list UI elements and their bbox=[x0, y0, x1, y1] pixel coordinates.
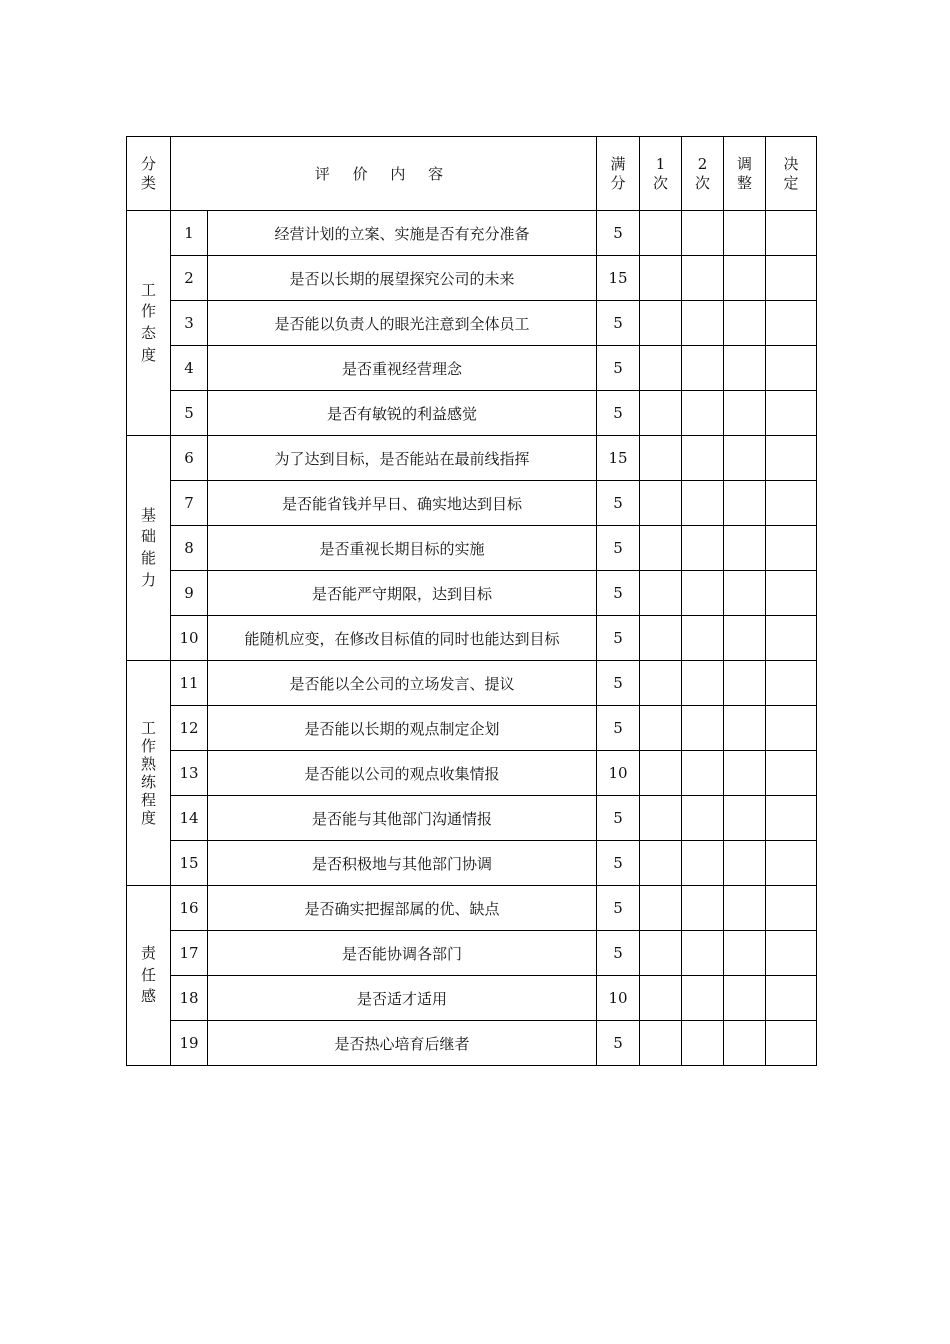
category-label: 工作态度 bbox=[140, 280, 156, 364]
item-content: 是否确实把握部属的优、缺点 bbox=[208, 886, 597, 931]
table-row bbox=[127, 751, 817, 796]
decision-score[interactable] bbox=[766, 751, 817, 796]
decision-score[interactable] bbox=[766, 616, 817, 661]
category-cell bbox=[127, 211, 171, 436]
item-number: 9 bbox=[171, 571, 208, 616]
adjust-score[interactable] bbox=[724, 931, 766, 976]
item-full-score: 5 bbox=[597, 571, 640, 616]
table-row bbox=[127, 526, 817, 571]
category-cell bbox=[127, 661, 171, 886]
item-full-score: 5 bbox=[597, 886, 640, 931]
second-round-score[interactable] bbox=[682, 886, 724, 931]
table-row bbox=[127, 346, 817, 391]
item-full-score: 15 bbox=[597, 436, 640, 481]
decision-score[interactable] bbox=[766, 976, 817, 1021]
second-round-score[interactable] bbox=[682, 346, 724, 391]
item-number: 4 bbox=[171, 346, 208, 391]
decision-score[interactable] bbox=[766, 211, 817, 256]
item-content: 是否能以长期的观点制定企划 bbox=[208, 706, 597, 751]
item-full-score: 5 bbox=[597, 616, 640, 661]
decision-score[interactable] bbox=[766, 256, 817, 301]
table-row bbox=[127, 976, 817, 1021]
category-cell bbox=[127, 886, 171, 1066]
decision-score[interactable] bbox=[766, 886, 817, 931]
item-number: 5 bbox=[171, 391, 208, 436]
header-decision: 决定 bbox=[766, 137, 817, 211]
decision-score[interactable] bbox=[766, 1021, 817, 1066]
header-content: 评 价 内 容 bbox=[171, 137, 597, 211]
category-label: 责任感 bbox=[140, 943, 156, 1006]
table-row bbox=[127, 481, 817, 526]
item-full-score: 5 bbox=[597, 526, 640, 571]
table-row bbox=[127, 616, 817, 661]
item-content: 是否热心培育后继者 bbox=[208, 1021, 597, 1066]
decision-score[interactable] bbox=[766, 571, 817, 616]
evaluation-table bbox=[126, 136, 817, 1066]
header-second-round: 2次 bbox=[682, 137, 724, 211]
item-full-score: 5 bbox=[597, 661, 640, 706]
first-round-score[interactable] bbox=[640, 661, 682, 706]
decision-score[interactable] bbox=[766, 661, 817, 706]
decision-score[interactable] bbox=[766, 841, 817, 886]
adjust-score[interactable] bbox=[724, 1021, 766, 1066]
item-full-score: 10 bbox=[597, 751, 640, 796]
first-round-score[interactable] bbox=[640, 841, 682, 886]
header-row bbox=[127, 137, 817, 211]
item-number: 17 bbox=[171, 931, 208, 976]
item-full-score: 5 bbox=[597, 301, 640, 346]
table-row bbox=[127, 256, 817, 301]
adjust-score[interactable] bbox=[724, 706, 766, 751]
second-round-score[interactable] bbox=[682, 481, 724, 526]
first-round-score[interactable] bbox=[640, 436, 682, 481]
decision-score[interactable] bbox=[766, 301, 817, 346]
first-round-score[interactable] bbox=[640, 301, 682, 346]
decision-score[interactable] bbox=[766, 346, 817, 391]
table-row bbox=[127, 841, 817, 886]
item-content: 是否能协调各部门 bbox=[208, 931, 597, 976]
adjust-score[interactable] bbox=[724, 841, 766, 886]
header-first-round: 1次 bbox=[640, 137, 682, 211]
item-full-score: 5 bbox=[597, 796, 640, 841]
item-number: 14 bbox=[171, 796, 208, 841]
decision-score[interactable] bbox=[766, 391, 817, 436]
item-full-score: 5 bbox=[597, 931, 640, 976]
item-content: 为了达到目标，是否能站在最前线指挥 bbox=[208, 436, 597, 481]
category-label: 工作熟练程度 bbox=[140, 719, 156, 827]
table-row bbox=[127, 661, 817, 706]
item-content: 是否有敏锐的利益感觉 bbox=[208, 391, 597, 436]
item-full-score: 5 bbox=[597, 211, 640, 256]
item-number: 10 bbox=[171, 616, 208, 661]
first-round-score[interactable] bbox=[640, 526, 682, 571]
item-content: 是否能以公司的观点收集情报 bbox=[208, 751, 597, 796]
second-round-score[interactable] bbox=[682, 301, 724, 346]
item-number: 8 bbox=[171, 526, 208, 571]
decision-score[interactable] bbox=[766, 931, 817, 976]
adjust-score[interactable] bbox=[724, 301, 766, 346]
category-cell bbox=[127, 436, 171, 661]
adjust-score[interactable] bbox=[724, 796, 766, 841]
first-round-score[interactable] bbox=[640, 571, 682, 616]
adjust-score[interactable] bbox=[724, 256, 766, 301]
decision-score[interactable] bbox=[766, 796, 817, 841]
table-row bbox=[127, 1021, 817, 1066]
item-content: 是否重视经营理念 bbox=[208, 346, 597, 391]
first-round-score[interactable] bbox=[640, 886, 682, 931]
item-full-score: 10 bbox=[597, 976, 640, 1021]
first-round-score[interactable] bbox=[640, 1021, 682, 1066]
second-round-score[interactable] bbox=[682, 931, 724, 976]
adjust-score[interactable] bbox=[724, 481, 766, 526]
item-content: 是否能省钱并早日、确实地达到目标 bbox=[208, 481, 597, 526]
adjust-score[interactable] bbox=[724, 526, 766, 571]
item-content: 是否适才适用 bbox=[208, 976, 597, 1021]
second-round-score[interactable] bbox=[682, 976, 724, 1021]
item-full-score: 15 bbox=[597, 256, 640, 301]
decision-score[interactable] bbox=[766, 436, 817, 481]
decision-score[interactable] bbox=[766, 481, 817, 526]
item-content: 是否能与其他部门沟通情报 bbox=[208, 796, 597, 841]
second-round-score[interactable] bbox=[682, 526, 724, 571]
first-round-score[interactable] bbox=[640, 211, 682, 256]
table-row bbox=[127, 571, 817, 616]
item-content: 是否能以负责人的眼光注意到全体员工 bbox=[208, 301, 597, 346]
category-label: 基础能力 bbox=[140, 505, 156, 589]
second-round-score[interactable] bbox=[682, 571, 724, 616]
item-number: 19 bbox=[171, 1021, 208, 1066]
adjust-score[interactable] bbox=[724, 616, 766, 661]
second-round-score[interactable] bbox=[682, 751, 724, 796]
item-content: 能随机应变，在修改目标值的同时也能达到目标 bbox=[208, 616, 597, 661]
item-content: 经营计划的立案、实施是否有充分准备 bbox=[208, 211, 597, 256]
second-round-score[interactable] bbox=[682, 796, 724, 841]
item-number: 7 bbox=[171, 481, 208, 526]
item-full-score: 5 bbox=[597, 481, 640, 526]
item-full-score: 5 bbox=[597, 346, 640, 391]
second-round-score[interactable] bbox=[682, 661, 724, 706]
item-content: 是否积极地与其他部门协调 bbox=[208, 841, 597, 886]
header-category: 分类 bbox=[127, 137, 171, 211]
item-content: 是否重视长期目标的实施 bbox=[208, 526, 597, 571]
second-round-score[interactable] bbox=[682, 706, 724, 751]
item-content: 是否能以全公司的立场发言、提议 bbox=[208, 661, 597, 706]
decision-score[interactable] bbox=[766, 526, 817, 571]
item-number: 16 bbox=[171, 886, 208, 931]
item-number: 3 bbox=[171, 301, 208, 346]
item-full-score: 5 bbox=[597, 706, 640, 751]
second-round-score[interactable] bbox=[682, 841, 724, 886]
first-round-score[interactable] bbox=[640, 931, 682, 976]
second-round-score[interactable] bbox=[682, 256, 724, 301]
item-number: 2 bbox=[171, 256, 208, 301]
item-full-score: 5 bbox=[597, 391, 640, 436]
item-number: 11 bbox=[171, 661, 208, 706]
first-round-score[interactable] bbox=[640, 796, 682, 841]
adjust-score[interactable] bbox=[724, 346, 766, 391]
second-round-score[interactable] bbox=[682, 211, 724, 256]
second-round-score[interactable] bbox=[682, 436, 724, 481]
first-round-score[interactable] bbox=[640, 481, 682, 526]
table-row bbox=[127, 886, 817, 931]
table-row bbox=[127, 436, 817, 481]
first-round-score[interactable] bbox=[640, 751, 682, 796]
second-round-score[interactable] bbox=[682, 616, 724, 661]
decision-score[interactable] bbox=[766, 706, 817, 751]
item-number: 1 bbox=[171, 211, 208, 256]
item-number: 6 bbox=[171, 436, 208, 481]
item-number: 13 bbox=[171, 751, 208, 796]
first-round-score[interactable] bbox=[640, 256, 682, 301]
header-adjust: 调整 bbox=[724, 137, 766, 211]
item-number: 18 bbox=[171, 976, 208, 1021]
table-row bbox=[127, 301, 817, 346]
item-number: 12 bbox=[171, 706, 208, 751]
table-row bbox=[127, 706, 817, 751]
adjust-score[interactable] bbox=[724, 391, 766, 436]
table-row bbox=[127, 211, 817, 256]
first-round-score[interactable] bbox=[640, 391, 682, 436]
item-full-score: 5 bbox=[597, 841, 640, 886]
adjust-score[interactable] bbox=[724, 211, 766, 256]
second-round-score[interactable] bbox=[682, 1021, 724, 1066]
first-round-score[interactable] bbox=[640, 616, 682, 661]
second-round-score[interactable] bbox=[682, 391, 724, 436]
adjust-score[interactable] bbox=[724, 751, 766, 796]
first-round-score[interactable] bbox=[640, 976, 682, 1021]
table-row bbox=[127, 931, 817, 976]
first-round-score[interactable] bbox=[640, 706, 682, 751]
table-row bbox=[127, 391, 817, 436]
first-round-score[interactable] bbox=[640, 346, 682, 391]
adjust-score[interactable] bbox=[724, 436, 766, 481]
table-row bbox=[127, 796, 817, 841]
adjust-score[interactable] bbox=[724, 886, 766, 931]
adjust-score[interactable] bbox=[724, 976, 766, 1021]
item-content: 是否能严守期限，达到目标 bbox=[208, 571, 597, 616]
item-content: 是否以长期的展望探究公司的未来 bbox=[208, 256, 597, 301]
adjust-score[interactable] bbox=[724, 661, 766, 706]
header-full-score: 满分 bbox=[597, 137, 640, 211]
adjust-score[interactable] bbox=[724, 571, 766, 616]
item-number: 15 bbox=[171, 841, 208, 886]
item-full-score: 5 bbox=[597, 1021, 640, 1066]
